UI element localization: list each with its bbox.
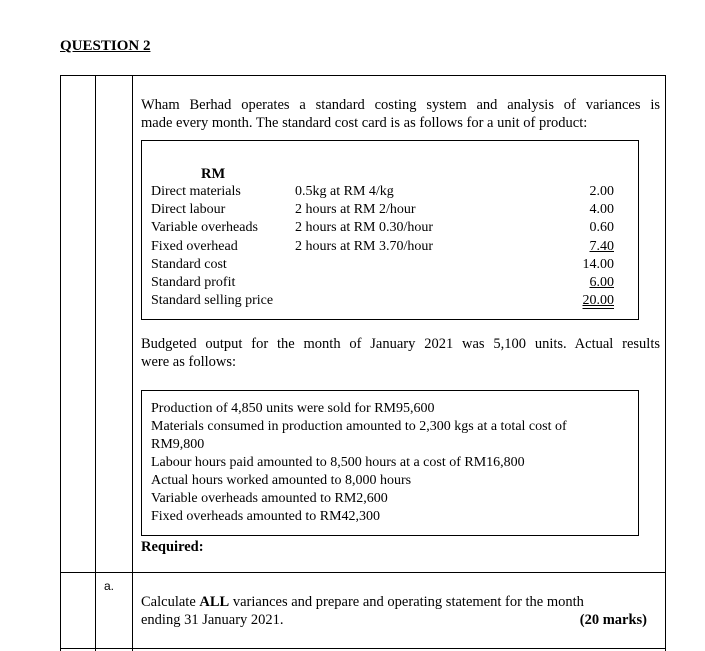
part-a-text-before: Calculate <box>141 594 200 610</box>
table-row-divider <box>60 572 666 573</box>
cost-row-label: Standard cost <box>151 256 227 272</box>
budget-line-2: were as follows: <box>141 354 237 370</box>
cost-row-amount: 14.00 <box>582 256 614 272</box>
cost-row-label: Direct materials <box>151 184 241 199</box>
budget-paragraph <box>141 335 660 371</box>
cost-row-label: Standard profit <box>151 275 236 290</box>
table-col-divider-1 <box>95 75 96 651</box>
cost-row-amount: 4.00 <box>589 202 614 218</box>
cost-row-basis: 2 hours at RM 2/hour <box>295 202 416 218</box>
table-top-border <box>60 75 666 76</box>
intro-paragraph <box>141 96 660 132</box>
actual-result-line: Labour hours paid amounted to 8,500 hours at a cost of RM16,800 <box>151 455 525 470</box>
actual-result-line: RM9,800 <box>151 437 205 452</box>
cost-row-label: Direct labour <box>151 202 226 218</box>
budget-line-1: Budgeted output for the month of January 2021 was 5,100 units. Actual results <box>141 336 660 352</box>
table-right-border <box>665 75 666 651</box>
actual-result-line: Materials consumed in production amounted to 2,300 kgs at a total cost of <box>151 419 567 434</box>
part-a-bold-word: ALL <box>199 594 230 610</box>
cost-row-basis: 2 hours at RM 0.30/hour <box>295 220 434 236</box>
part-a-marks: (20 marks) <box>579 612 647 628</box>
cost-row-amount: 0.60 <box>589 220 614 236</box>
cost-row-basis: 2 hours at RM 3.70/hour <box>295 238 434 254</box>
table-left-border <box>60 75 61 651</box>
cost-row-amount: 2.00 <box>589 184 614 199</box>
part-a-instruction-line-1 <box>141 593 584 611</box>
cost-row-amount: 6.00 <box>589 275 614 290</box>
cost-row-amount: 7.40 <box>589 238 614 254</box>
actual-result-line: Fixed overheads amounted to RM42,300 <box>151 509 381 524</box>
cost-row-basis: 0.5kg at RM 4/kg <box>295 184 394 199</box>
question-title: QUESTION 2 <box>60 38 151 54</box>
required-label: Required: <box>141 539 204 555</box>
actual-results-box <box>141 390 639 536</box>
part-a-instruction-line-2: ending 31 January 2021. <box>141 612 284 628</box>
cost-card-currency-header: RM <box>201 166 226 182</box>
table-col-divider-2 <box>132 75 133 651</box>
table-row-divider-2 <box>60 648 666 649</box>
actual-result-line: Production of 4,850 units were sold for RM95,600 <box>151 401 435 416</box>
actual-result-line: Variable overheads amounted to RM2,600 <box>151 491 388 506</box>
intro-line-2: made every month. The standard cost card is as follows for a unit of product: <box>141 115 588 131</box>
part-a-label: a. <box>104 579 115 593</box>
cost-row-label: Standard selling price <box>151 293 274 309</box>
standard-cost-card <box>141 140 639 320</box>
cost-row-label: Variable overheads <box>151 220 258 236</box>
actual-results-list <box>151 400 567 526</box>
actual-result-line: Actual hours worked amounted to 8,000 hours <box>151 473 412 488</box>
cost-row-amount: 20.00 <box>582 293 614 309</box>
cost-row-label: Fixed overhead <box>151 238 238 254</box>
part-a-text-after: variances and prepare and operating statement for the month <box>229 594 584 610</box>
intro-line-1: Wham Berhad operates a standard costing system and analysis of variances is <box>141 97 660 113</box>
